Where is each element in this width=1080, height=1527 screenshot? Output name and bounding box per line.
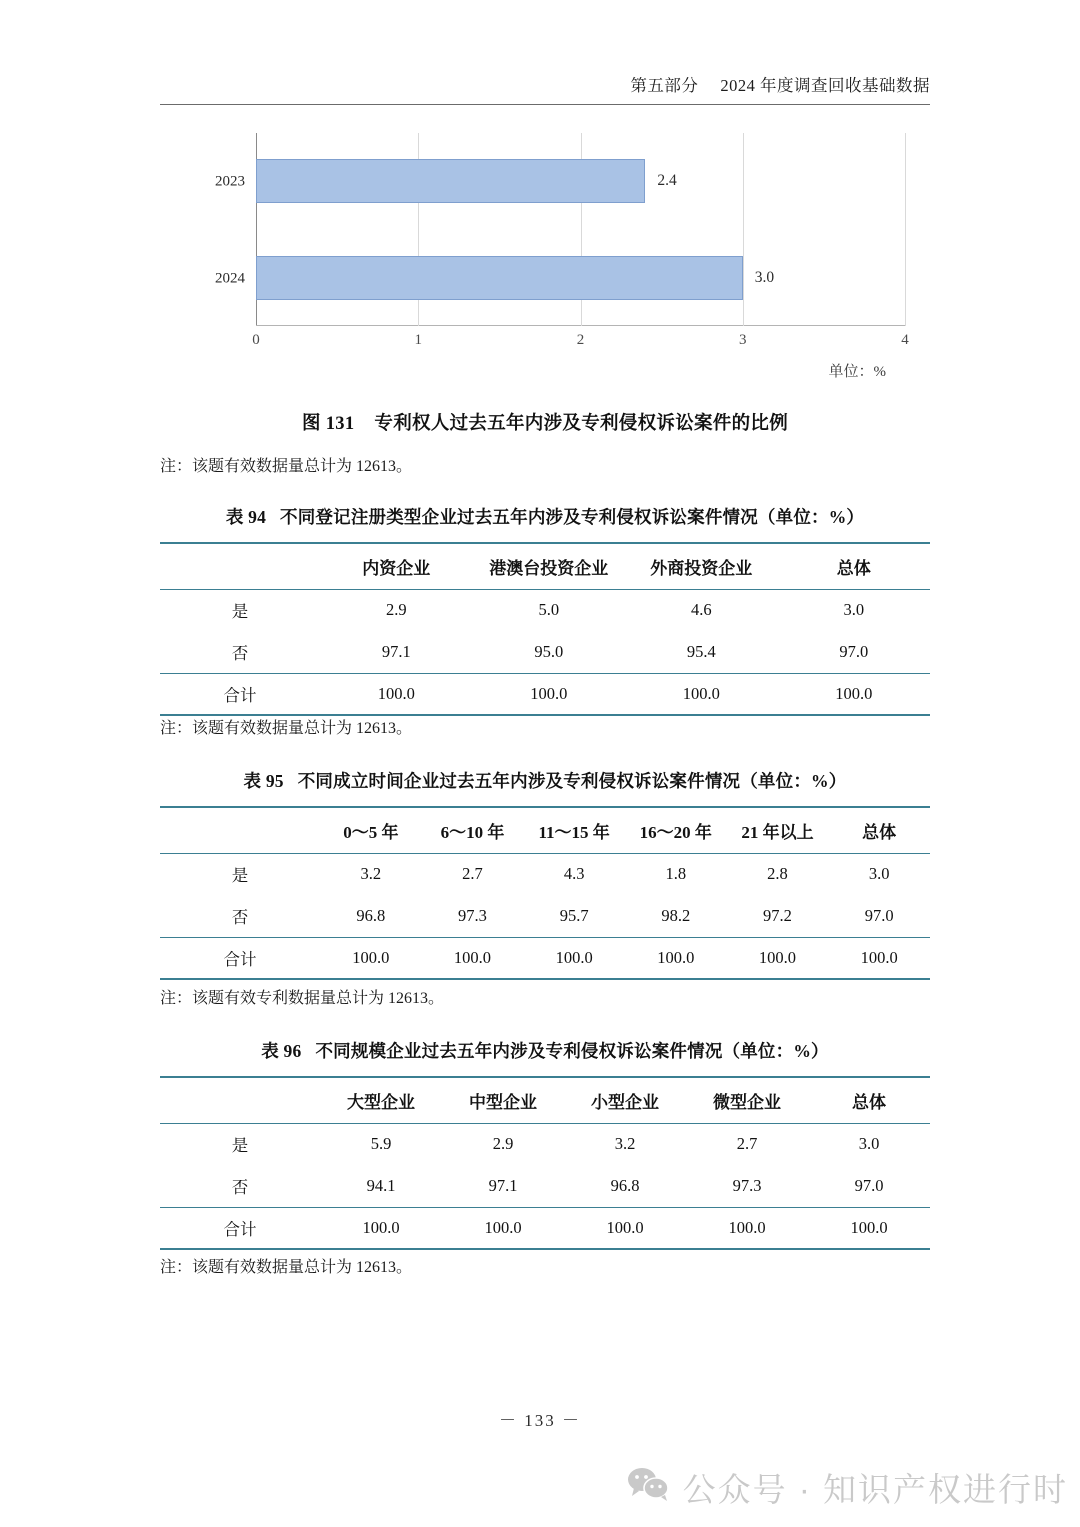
table-row — [160, 631, 930, 673]
table-cell: 3.0 — [843, 600, 865, 620]
table-cell: 1.8 — [665, 864, 687, 884]
row-header: 是 — [231, 866, 249, 886]
table-95-caption-text: 不同成立时间企业过去五年内涉及专利侵权诉讼案件情况（单位：%） — [297, 771, 847, 791]
column-header: 微型企业 — [713, 1092, 781, 1112]
table-row — [160, 1123, 930, 1165]
table-cell: 3.0 — [858, 1134, 880, 1154]
table-94-caption — [160, 504, 930, 529]
table-cell: 3.0 — [868, 864, 890, 884]
table-cell: 100.0 — [377, 683, 415, 703]
table-96-note: 注：该题有效数据量总计为 12613。 — [160, 1259, 413, 1276]
figure-caption-text: 专利权人过去五年内涉及专利侵权诉讼案件的比例 — [374, 414, 788, 434]
table-95-number: 表 95 — [243, 771, 284, 791]
column-header: 港澳台投资企业 — [489, 558, 609, 578]
table-95-note: 注：该题有效专利数据量总计为 12613。 — [160, 990, 445, 1007]
chart-plot-area — [215, 133, 909, 348]
table-cell: 4.6 — [690, 600, 712, 620]
table-cell: 100.0 — [657, 947, 695, 967]
row-header: 合计 — [223, 685, 257, 705]
table-cell: 97.1 — [488, 1175, 518, 1195]
table-cell: 100.0 — [530, 683, 568, 703]
table-cell: 4.3 — [563, 864, 585, 884]
table-cell: 100.0 — [850, 1217, 888, 1237]
table-row — [160, 895, 930, 937]
table-corner-cell — [160, 1077, 320, 1123]
column-header: 总体 — [852, 1092, 886, 1112]
header-section: 第五部分 — [630, 76, 699, 95]
header-title: 2024 年度调查回收基础数据 — [720, 76, 930, 95]
table-cell: 100.0 — [728, 1217, 766, 1237]
table-row — [160, 853, 930, 895]
category-label-2024: 2024 — [215, 270, 245, 287]
table-96-number: 表 96 — [261, 1041, 302, 1061]
category-label-2023: 2023 — [215, 173, 245, 190]
table-cell: 5.0 — [538, 600, 560, 620]
table-94-note: 注：该题有效数据量总计为 12613。 — [160, 720, 413, 737]
watermark-text: 公众号 · 知识产权进行时 — [682, 1471, 1068, 1508]
table-94 — [160, 542, 930, 716]
table-row — [160, 937, 930, 979]
bar-2024 — [215, 256, 743, 300]
table-cell: 2.9 — [492, 1134, 514, 1154]
column-header: 小型企业 — [591, 1092, 659, 1112]
row-header: 是 — [231, 602, 249, 622]
x-tick-label: 1 — [414, 332, 422, 348]
table-cell: 97.3 — [458, 905, 487, 925]
table-95-caption — [160, 768, 930, 793]
table-cell: 100.0 — [758, 947, 797, 967]
table-cell: 2.9 — [385, 600, 407, 620]
table-cell: 95.7 — [559, 905, 589, 925]
table-96-caption-text: 不同规模企业过去五年内涉及专利侵权诉讼案件情况（单位：%） — [315, 1041, 829, 1061]
column-header: 0～5 年 — [343, 822, 399, 842]
row-header: 否 — [231, 907, 249, 927]
figure-number: 图 131 — [302, 414, 355, 434]
table-cell: 100.0 — [362, 1217, 400, 1237]
table-cell: 96.8 — [610, 1175, 640, 1195]
table-cell: 96.8 — [356, 905, 386, 925]
table-cell: 100.0 — [352, 947, 390, 967]
table-cell: 2.7 — [736, 1134, 758, 1154]
table-96-caption — [160, 1038, 930, 1063]
table-row — [160, 1165, 930, 1207]
watermark — [627, 1464, 1068, 1511]
figure-caption — [160, 409, 930, 435]
table-cell: 100.0 — [682, 683, 720, 703]
table-cell: 94.1 — [366, 1175, 396, 1195]
column-header: 中型企业 — [469, 1092, 537, 1112]
table-row — [160, 673, 930, 715]
table-cell: 100.0 — [860, 947, 898, 967]
row-header: 是 — [231, 1136, 249, 1156]
x-tick-label: 0 — [252, 332, 260, 348]
figure-131-chart — [160, 133, 930, 348]
table-cell: 100.0 — [606, 1217, 644, 1237]
column-header: 6～10 年 — [440, 822, 505, 842]
table-cell: 5.9 — [370, 1134, 392, 1154]
column-header: 大型企业 — [347, 1092, 415, 1112]
table-cell: 95.4 — [686, 641, 716, 661]
table-cell: 95.0 — [534, 641, 564, 661]
table-corner-cell — [160, 807, 320, 853]
column-header: 11～15 年 — [538, 822, 610, 842]
column-header: 外商投资企业 — [650, 558, 753, 578]
column-header: 内资企业 — [362, 558, 431, 578]
column-header: 21 年以上 — [741, 822, 814, 842]
table-94-caption-text: 不同登记注册类型企业过去五年内涉及专利侵权诉讼案件情况（单位：%） — [280, 507, 865, 527]
header-divider — [160, 104, 930, 105]
table-cell: 97.1 — [381, 641, 411, 661]
wechat-icon — [627, 1466, 669, 1510]
table-95 — [160, 806, 930, 980]
gridline-3 — [743, 133, 744, 326]
table-cell: 2.7 — [462, 864, 483, 884]
table-cell: 97.0 — [839, 641, 869, 661]
table-cell: 97.0 — [864, 905, 894, 925]
page-number: － 133 － — [499, 1411, 581, 1430]
x-tick-label: 4 — [901, 332, 909, 348]
table-cell: 100.0 — [555, 947, 593, 967]
x-tick-label: 2 — [576, 332, 585, 348]
x-tick-label: 3 — [739, 332, 747, 348]
table-94-number: 表 94 — [225, 507, 267, 527]
running-header — [160, 72, 930, 96]
table-corner-cell — [160, 543, 320, 589]
row-header: 合计 — [223, 1219, 257, 1239]
table-cell: 97.3 — [732, 1175, 762, 1195]
table-cell: 3.2 — [614, 1134, 636, 1154]
table-cell: 100.0 — [484, 1217, 522, 1237]
table-cell: 100.0 — [453, 947, 492, 967]
figure-note: 注：该题有效数据量总计为 12613。 — [160, 458, 413, 475]
table-cell: 100.0 — [835, 683, 873, 703]
column-header: 总体 — [836, 558, 871, 578]
bar-value-label-2023: 2.4 — [657, 172, 677, 190]
table-cell: 97.0 — [854, 1175, 884, 1195]
table-cell: 98.2 — [661, 905, 691, 925]
row-header: 否 — [231, 1177, 249, 1197]
gridline-4 — [905, 133, 906, 326]
column-header: 16～20 年 — [639, 822, 712, 842]
column-header: 总体 — [862, 822, 897, 842]
bar-2023 — [215, 159, 645, 203]
table-cell: 2.8 — [767, 864, 788, 884]
table-cell: 97.2 — [763, 905, 792, 925]
table-96 — [160, 1076, 930, 1250]
row-header: 合计 — [223, 949, 257, 969]
table-row — [160, 1207, 930, 1249]
row-header: 否 — [231, 643, 249, 663]
table-cell: 3.2 — [360, 864, 382, 884]
table-row — [160, 589, 930, 631]
bar-value-label-2024: 3.0 — [754, 268, 775, 286]
chart-unit-note: 单位：% — [828, 364, 886, 380]
